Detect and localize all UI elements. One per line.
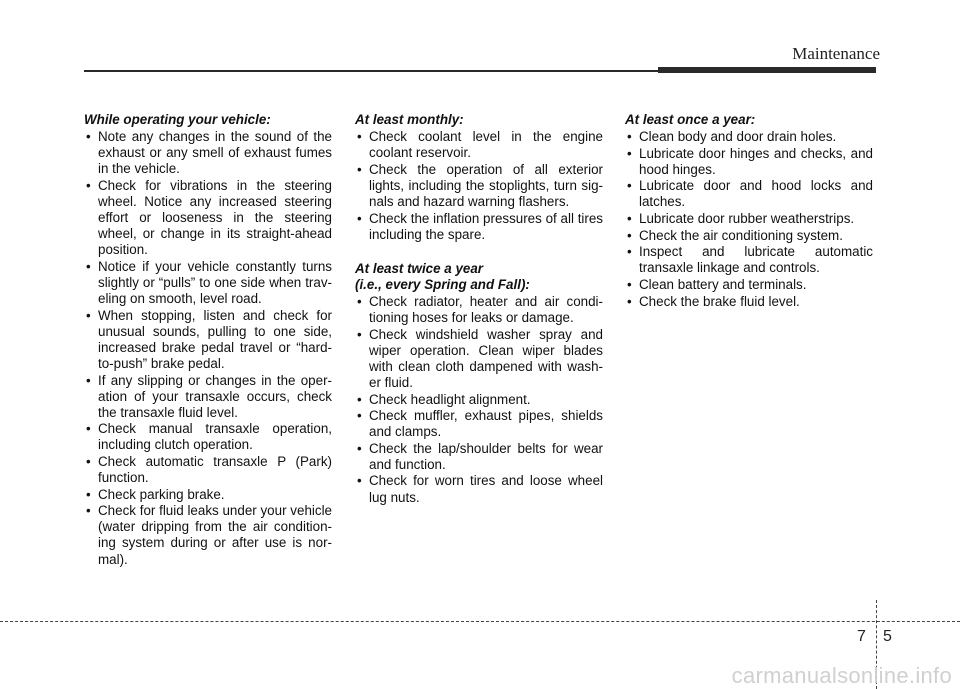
watermark-text: carmanualsonline.info [731, 663, 952, 688]
header-rule-thin [84, 70, 658, 72]
list-item: • Clean battery and terminals. [625, 277, 873, 293]
list-item: • Check the air conditioning system. [625, 228, 873, 244]
list-item: • Notice if your vehicle constantly turns slightly or “pulls” to one side when trav-eling on smooth, level road. [84, 259, 332, 307]
heading-twice-a-year [355, 261, 603, 293]
list-item: • Check for fluid leaks under your vehicle (water dripping from the air condition-ing system during or after use is nor-mal). [84, 503, 332, 567]
page-number: 5 [883, 628, 892, 645]
header-rule-thick [658, 67, 876, 73]
list-item: • When stopping, listen and check for unusual sounds, pulling to one side, increased brake pedal travel or “hard-to-push” brake pedal. [84, 308, 332, 372]
heading-twice-a-year-line2: (i.e., every Spring and Fall): [355, 276, 530, 292]
list-item: • Note any changes in the sound of the exhaust or any smell of exhaust fumes in the vehicle. [84, 129, 332, 177]
list-once-a-year [625, 129, 873, 310]
heading-twice-a-year-line1: At least twice a year [355, 260, 484, 276]
column-while-operating [84, 112, 332, 568]
list-item: • Inspect and lubricate automatic transaxle linkage and controls. [625, 244, 873, 276]
list-monthly [355, 129, 603, 243]
list-item: • Check muffler, exhaust pipes, shields and clamps. [355, 408, 603, 440]
list-item: • Check for vibrations in the steering wheel. Notice any increased steering effort or looseness in the steering wheel, or change in its straight-ahead position. [84, 178, 332, 258]
column-monthly-twice-yearly [355, 112, 603, 506]
list-item: • Check for worn tires and loose wheel lug nuts. [355, 473, 603, 505]
list-item: • Check windshield washer spray and wiper operation. Clean wiper blades with clean cloth dampened with wash-er fluid. [355, 327, 603, 391]
list-item: • Clean body and door drain holes. [625, 129, 873, 145]
list-item: • Check the brake fluid level. [625, 294, 873, 310]
list-item: • Lubricate door and hood locks and latches. [625, 178, 873, 210]
heading-monthly: At least monthly: [355, 112, 464, 127]
heading-while-operating: While operating your vehicle: [84, 112, 271, 127]
list-twice-a-year [355, 294, 603, 506]
list-item: • Check headlight alignment. [355, 392, 603, 408]
list-item: • Check the lap/shoulder belts for wear and function. [355, 441, 603, 473]
footer-dashed-line [0, 621, 960, 622]
list-while-operating [84, 129, 332, 568]
column-once-a-year [625, 112, 873, 310]
section-title: Maintenance [792, 44, 880, 63]
list-item: • Lubricate door rubber weatherstrips. [625, 211, 873, 227]
list-item: • Check coolant level in the engine coolant reservoir. [355, 129, 603, 161]
list-item: • Check parking brake. [84, 487, 332, 503]
list-item: • Check radiator, heater and air condi-tioning hoses for leaks or damage. [355, 294, 603, 326]
list-item: • Check manual transaxle operation, including clutch operation. [84, 421, 332, 453]
heading-once-a-year: At least once a year: [625, 112, 756, 127]
chapter-number: 7 [857, 628, 866, 645]
list-item: • Check the operation of all exterior lights, including the stoplights, turn sig-nals and hazard warning flashers. [355, 162, 603, 210]
list-item: • Check automatic transaxle P (Park) function. [84, 454, 332, 486]
list-item: • Check the inflation pressures of all tires including the spare. [355, 211, 603, 243]
list-item: • Lubricate door hinges and checks, and hood hinges. [625, 146, 873, 178]
list-item: • If any slipping or changes in the oper-ation of your transaxle occurs, check the transaxle fluid level. [84, 373, 332, 421]
